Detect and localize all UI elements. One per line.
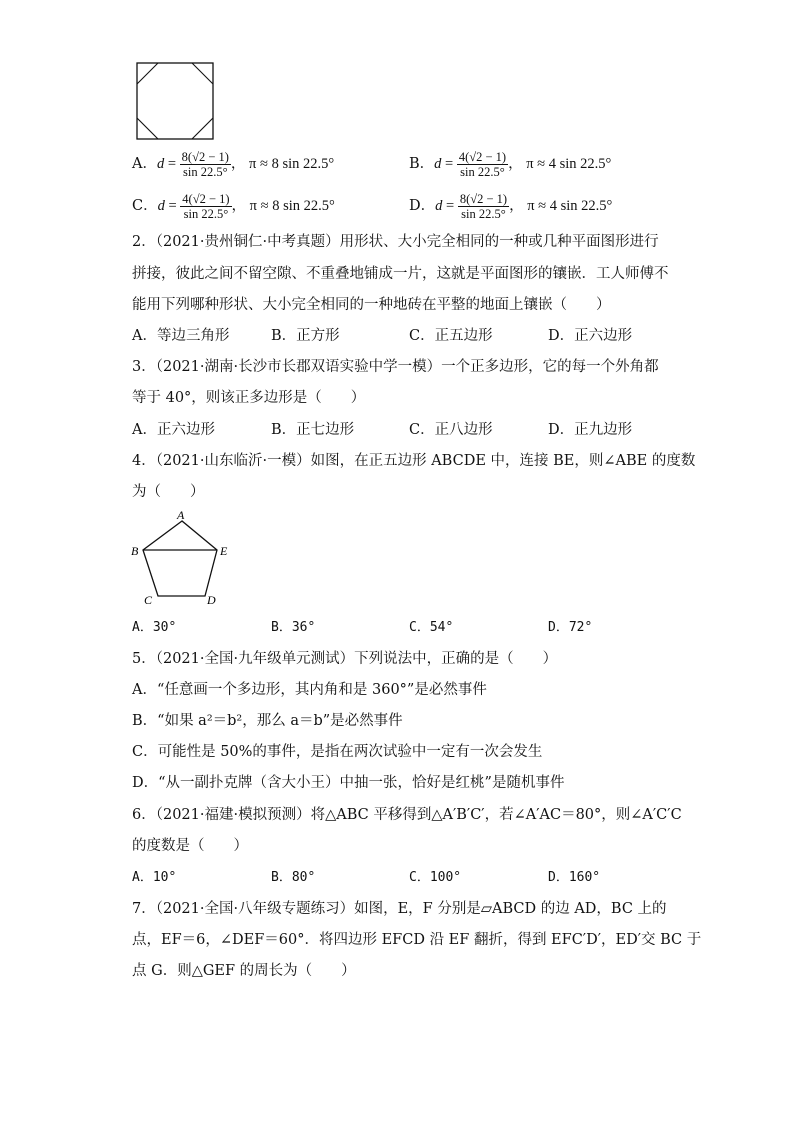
q6-option-c[interactable]: C．100° bbox=[409, 870, 462, 885]
q6-option-b[interactable]: B．80° bbox=[271, 870, 316, 885]
q3-option-a[interactable]: A．正六边形 bbox=[132, 422, 215, 438]
vertex-label-b: B bbox=[131, 544, 139, 558]
q3-option-d[interactable]: D．正九边形 bbox=[548, 422, 633, 438]
q5-option-d[interactable]: D．“从一副扑克牌（含大小王）中抽一张，恰好是红桃”是随机事件 bbox=[132, 775, 565, 791]
q4-option-d[interactable]: D．72° bbox=[548, 620, 593, 635]
q2-option-b[interactable]: B．正方形 bbox=[271, 328, 340, 344]
q3-option-c[interactable]: C．正八边形 bbox=[409, 422, 493, 438]
q7-stem-line-1: 7．（2021·全国·八年级专题练习）如图，E，F 分别是▱ABCD 的边 AD，BC 上的 bbox=[132, 901, 667, 917]
q1-option-c[interactable]: C．d = $\frac{4(√2 - 1)}{\sin 22.5^\circ}$ ， π ≈ 8 sin 22.5° bbox=[132, 192, 335, 221]
q2-stem-line-1: 2．（2021·贵州铜仁·中考真题）用形状、大小完全相同的一种或几种平面图形进行 bbox=[132, 234, 659, 250]
q3-option-b[interactable]: B．正七边形 bbox=[271, 422, 355, 438]
q3-stem-line-2: 等于 40°，则该正多边形是（ ） bbox=[132, 390, 366, 406]
q5-option-c[interactable]: C．可能性是 50%的事件，是指在两次试验中一定有一次会发生 bbox=[132, 744, 543, 760]
q4-option-b[interactable]: B．36° bbox=[271, 620, 316, 635]
q1-option-b[interactable]: B．d = $\frac{4(√2 - 1)}{\sin 22.5^\circ}$ ， π ≈ 4 sin 22.5° bbox=[409, 150, 612, 179]
q1-option-d[interactable]: D．d = $\frac{8(√2 - 1)}{\sin 22.5^\circ}$ ， π ≈ 4 sin 22.5° bbox=[409, 192, 613, 221]
q7-stem-line-2: 点，EF＝6，∠DEF＝60°．将四边形 EFCD 沿 EF 翻折，得到 EFC′D′，ED′交 BC 于 bbox=[132, 932, 702, 948]
vertex-label-a: A bbox=[177, 508, 185, 522]
q5-stem: 5．（2021·全国·九年级单元测试）下列说法中，正确的是（ ） bbox=[132, 651, 558, 667]
q7-stem-line-3: 点 G．则△GEF 的周长为（ ） bbox=[132, 963, 356, 979]
q6-stem-line-1: 6．（2021·福建·模拟预测）将△ABC 平移得到△A′B′C′，若∠A′AC＝80°，则∠A′C′C bbox=[132, 807, 682, 823]
vertex-label-c: C bbox=[144, 593, 153, 607]
q2-stem-line-3: 能用下列哪种形状、大小完全相同的一种地砖在平整的地面上镶嵌（ ） bbox=[132, 297, 611, 313]
q3-stem-line-1: 3．（2021·湖南·长沙市长郡双语实验中学一模）一个正多边形，它的每一个外角都 bbox=[132, 359, 659, 375]
q4-stem-line-2: 为（ ） bbox=[132, 484, 205, 500]
q6-option-d[interactable]: D．160° bbox=[548, 870, 601, 885]
q6-stem-line-2: 的度数是（ ） bbox=[132, 838, 248, 854]
q4-option-a[interactable]: A．30° bbox=[132, 620, 177, 635]
vertex-label-e: E bbox=[220, 544, 228, 558]
q2-stem-line-2: 拼接，彼此之间不留空隙、不重叠地铺成一片，这就是平面图形的镶嵌．工人师傅不 bbox=[132, 266, 669, 282]
q2-option-d[interactable]: D．正六边形 bbox=[548, 328, 633, 344]
vertex-label-d: D bbox=[207, 593, 216, 607]
octagon-square-figure bbox=[136, 62, 214, 140]
q2-option-a[interactable]: A．等边三角形 bbox=[132, 328, 230, 344]
q2-option-c[interactable]: C．正五边形 bbox=[409, 328, 493, 344]
q5-option-b[interactable]: B．“如果 a²＝b²，那么 a＝b”是必然事件 bbox=[132, 713, 403, 729]
pentagon-figure bbox=[128, 508, 238, 608]
q4-stem-line-1: 4．（2021·山东临沂·一模）如图，在正五边形 ABCDE 中，连接 BE，则∠ABE 的度数 bbox=[132, 453, 696, 469]
q1-option-a[interactable]: A．d = $\frac{8(√2 - 1)}{\sin 22.5^\circ}$ ， π ≈ 8 sin 22.5° bbox=[132, 150, 335, 179]
q6-option-a[interactable]: A．10° bbox=[132, 870, 177, 885]
q4-option-c[interactable]: C．54° bbox=[409, 620, 454, 635]
q5-option-a[interactable]: A．“任意画一个多边形，其内角和是 360°”是必然事件 bbox=[132, 682, 487, 698]
